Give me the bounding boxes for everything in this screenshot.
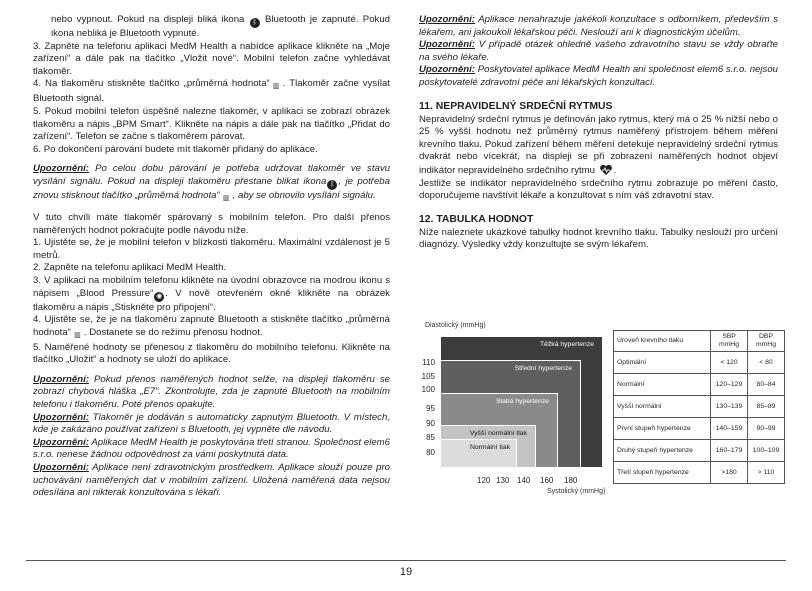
list-item: 2. Zapněte na telefonu aplikaci MedM Health.: [33, 262, 227, 274]
zone-moderate: Střední hypertenze: [440, 360, 581, 468]
x-tick: 160: [540, 476, 554, 485]
table-row: Druhý stupeň hypertenze 160–179 100–109: [614, 440, 785, 462]
y-tick: 85: [426, 433, 435, 442]
table-row: Optimální < 120 < 80: [614, 352, 785, 374]
x-tick: 180: [564, 476, 578, 485]
list-item: 6. Po dokončení párování budete mít tlakoměr přidaný do aplikace.: [33, 143, 318, 155]
x-axis-label: Systolický (mmHg): [547, 488, 606, 495]
left-column: [33, 14, 390, 500]
y-tick: 100: [421, 385, 435, 394]
irregular-heartbeat-icon: [599, 164, 613, 176]
table-row: První stupeň hypertenze 140–159 90–99: [614, 418, 785, 440]
list-item: 3. Zapněte na telefonu aplikaci MedM Health a nabídce aplikace klikněte na „Moje zařízení“ a dále pak na tlačítko „Vložit nové“. Mobilní telefon začne vyhledávat tlakoměr.: [33, 40, 390, 77]
y-tick: 95: [426, 404, 435, 413]
avg-bars-icon: ▥: [222, 194, 230, 202]
warning-note: Upozornění: Po celou dobu párování je potřeba udržovat tlakoměr ve stavu vysílání signálu. Pokud na displeji tlakoměru přestane blikat ikona ᛒ , je potřeba znovu stisknout tlačítko „průměrná hodnota“ ▥ , aby se obnovilo vysílání signálu.: [33, 163, 390, 205]
table-row: Vyšší normální 130–139 85–89: [614, 396, 785, 418]
avg-bars-icon: ▥: [74, 331, 81, 339]
continued-step: nebo vypnout. Pokud na displeji bliká ikona ᛒ Bluetooth je zapnuté. Pokud ikona nebliká je Bluetooth vypnuté.: [51, 14, 390, 39]
list-item: 4. Ujistěte se, že je na tlakoměru zapnuté Bluetooth a stiskněte tlačítko „průměrná hodnota“ ▥ . Dostanete se do režimu přenosu hodnot.: [33, 314, 390, 342]
y-tick: 80: [426, 448, 435, 457]
table-header-row: Úroveň krevního tlaku SBP mmHg DBP mmHg: [614, 331, 785, 352]
list-item: 4. Na tlakoměru stiskněte tlačítko „průměrná hodnota“ ▥ . Tlakoměr začne vysílat Bluetooth signál.: [33, 78, 390, 105]
warning-note: Upozornění: Poskytovatel aplikace MedM Health ani společnost elem6 s.r.o. nejsou poskytovatelé zdravotní péče ani lékařských konzultací.: [419, 64, 778, 88]
zone-mild: Slabá hypertenze: [440, 393, 558, 468]
section-11-advice: Jestliže se indikátor nepravidelného srdečního rytmu zobrazuje po měření často, doporučujeme navštívit lékaře a konzultovat s ním váš zdravotní stav.: [419, 177, 778, 202]
warning-note: Upozornění: Pokud přenos naměřených hodnot selže, na displeji tlakoměru se zobrazí chybová hláška „E7“. Zkontrolujte, zda je zapnuté Bluetooth na mobilním telefonu i tlakoměru. Poté přenos opakujte.: [33, 373, 390, 411]
y-tick: 110: [422, 358, 435, 367]
footer-divider: [26, 560, 786, 561]
y-tick: 90: [426, 419, 435, 428]
list-item: 3. V aplikaci na mobilním telefonu klikněte na úvodní obrazovce na modrou ikonu s nápisem „Blood Pressure“ ◉ . V nově otevřeném okně klikněte na obrázek tlakoměru a nápis „Stiskněte pro připojení“.: [33, 274, 391, 313]
x-tick: 140: [517, 476, 531, 485]
page-number: 19: [399, 566, 413, 578]
table-row: Třetí stupeň hypertenze >180 > 110: [614, 462, 785, 484]
transfer-steps: [33, 237, 390, 367]
warning-note: Upozornění: Aplikace nenahrazuje jakékoli konzultace s odborníkem, především s lékařem, ani jakoukoli lékařskou péči. Neslouží ani k diagnostickým účelům.: [419, 14, 778, 38]
x-tick: 120: [477, 476, 491, 485]
avg-bars-icon: ▥: [272, 83, 280, 91]
section-11-text: Nepravidelný srdeční rytmus je definován jako rytmus, který má o 25 % nižší nebo o 25 % vyšší hodnotu než průměrný rytmus naměřený přístrojem během měření krevního tlaku. Pokud zařízení během měření detekuje nepravidelný srdeční rytmus dvakrát nebo vícekrát, na displeji se při zobrazení naměřených hodnot objeví indikátor nepravidelného srdečního rytmu .: [419, 113, 778, 176]
transfer-intro: V tuto chvíli máte tlakoměr spárovaný s mobilním telefon. Pro další přenos naměřených hodnot pokračujte podle návodu níže.: [33, 211, 390, 236]
section-12-text: Níže naleznete ukázkové tabulky hodnot krevního tlaku. Tabulky neslouží pro určení diagnózy. Výsledky vždy konzultujte se svým lékařem.: [419, 226, 778, 251]
warning-note: Upozornění: Aplikace není zdravotnickým prostředkem. Aplikace slouží pouze pro uchovávání naměřených dat v mobilním zařízení. Uložená naměřená data nejsou odesílána ani nikterak konzultována s lékaři.: [33, 462, 390, 499]
zone-high-normal: Vyšší normální tlak: [440, 425, 536, 468]
table-row: Normální 120–129 80–84: [614, 374, 785, 396]
right-column: [419, 14, 778, 252]
list-item: 1. Ujistěte se, že je mobilní telefon v blízkosti tlakoměru. Maximální vzdálenost je 5 metrů.: [33, 237, 391, 261]
list-item: 5. Naměřené hodnoty se přenesou z tlakoměru do mobilního telefonu. Klikněte na tlačítko „Uložit“ a hodnoty se uloží do aplikace.: [33, 341, 390, 366]
warning-note: Upozornění: V případě otázek ohledně vašeho zdravotního stavu se vždy obraťte na svého lékaře.: [419, 39, 779, 63]
warning-note: Upozornění: Tlakoměr je dodáván s automaticky zapnutým Bluetooth. V místech, kde je zakázáno používat zařízení s Bluetooth, jej vypněte dle návodu.: [33, 411, 390, 436]
x-tick: 130: [496, 476, 510, 485]
bp-values-table: [613, 330, 785, 484]
section-11-title: 11. NEPRAVIDELNÝ SRDEČNÍ RYTMUS: [419, 100, 613, 112]
pairing-steps: [33, 41, 390, 157]
bluetooth-icon: ᛒ: [327, 180, 337, 190]
y-tick: 105: [421, 372, 435, 381]
list-item: 5. Pokud mobilní telefon úspěšně nalezne tlakoměr, v aplikaci se zobrazí obrázek tlakoměru a nápis „BPM Smart“. Klikněte na nápis a dále pak na tlačítko „Přidat do zařízení“. Telefon se začne s tlakoměrem párovat.: [33, 105, 390, 143]
y-axis-label: Diastolický (mmHg): [425, 322, 486, 329]
bluetooth-icon: ᛒ: [250, 18, 260, 28]
section-12-title: 12. TABULKA HODNOT: [419, 213, 534, 225]
blood-pressure-app-icon: ◉: [156, 292, 163, 300]
zone-normal: Normální tlak: [440, 439, 517, 468]
warning-note: Upozornění: Aplikace MedM Health je poskytována třetí stranou. Společnost elem6 s.r.o. nenese žádnou odpovědnost za vámi poskytnutá data.: [33, 436, 390, 461]
zone-severe: Těžká hypertenze: [440, 336, 603, 468]
blood-pressure-chart: [419, 322, 609, 497]
